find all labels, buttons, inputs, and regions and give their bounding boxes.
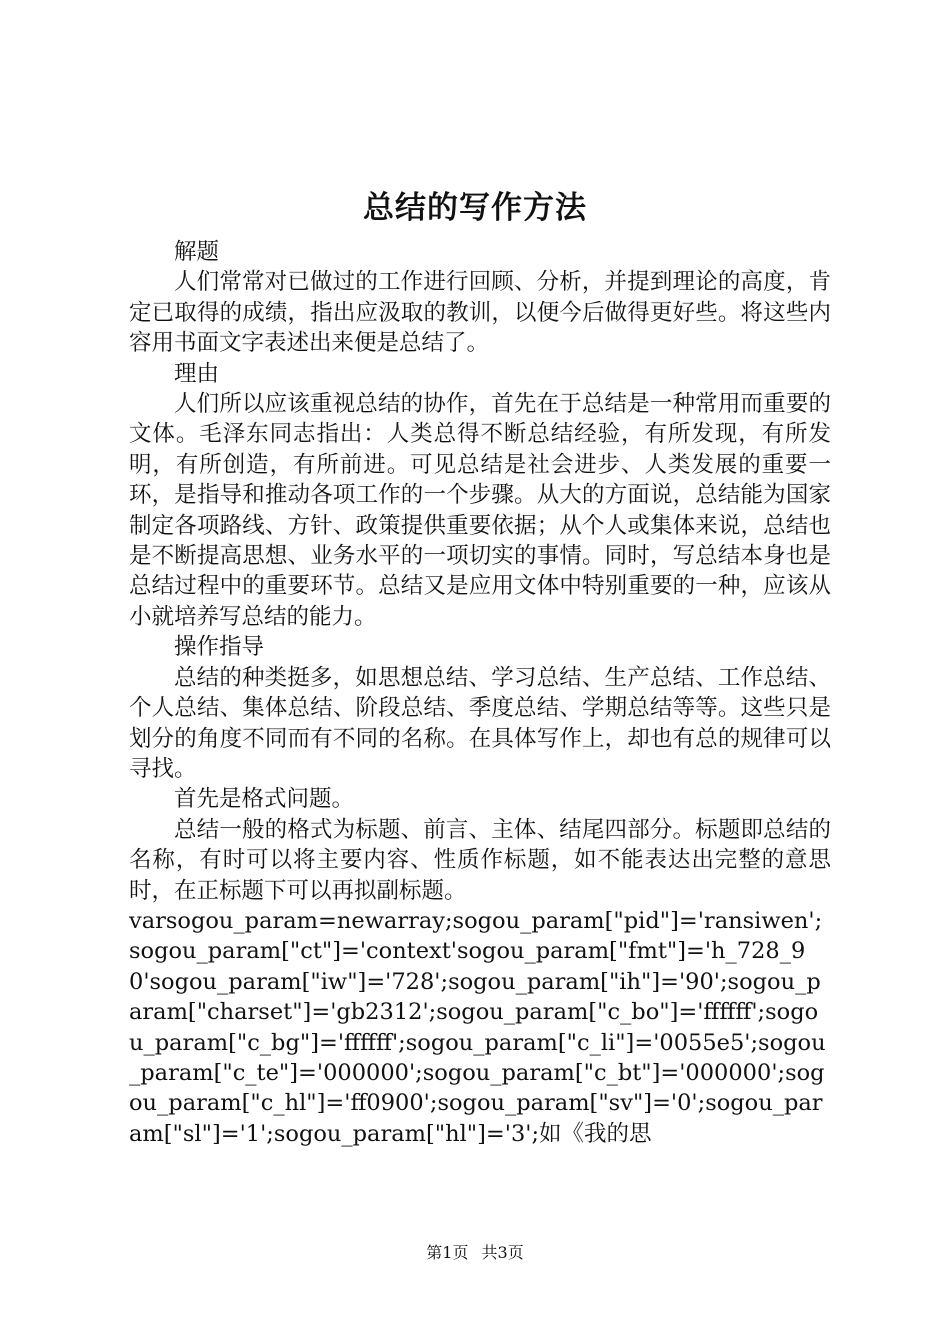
document-title: 总结的写作方法 xyxy=(363,190,587,226)
page-number: 第1页 xyxy=(426,1243,469,1262)
page-total: 共3页 xyxy=(481,1243,524,1262)
section-heading-format: 首先是格式问题。 xyxy=(174,786,355,813)
paragraph-types: 总结的种类挺多，如思想总结、学习总结、生产总结、工作总结、个人总结、集体总结、阶段总结、季度总结、学期总结等等。这些只是划分的角度不同而有不同的名称。在具体写作上，却也有总的规律可以寻找。 xyxy=(129,664,831,782)
section-heading-guidance: 操作指导 xyxy=(174,634,265,661)
paragraph-intro: 人们常常对已做过的工作进行回顾、分析，并提到理论的高度，肯定已取得的成绩，指出应汲取的教训，以便今后做得更好些。将这些内容用书面文字表述出来便是总结了。 xyxy=(129,269,831,357)
paragraph-format: 总结一般的格式为标题、前言、主体、结尾四部分。标题即总结的名称，有时可以将主要内容、性质作标题，如不能表达出完整的意思时，在正标题下可以再拟副标题。 xyxy=(129,816,831,904)
page-footer xyxy=(0,1242,950,1264)
document-body xyxy=(129,237,831,1149)
embedded-script-text: varsogou_param=newarray;sogou_param["pid"]='ransiwen';sogou_param["ct"]='context'sogou_param["fmt"]='h_728_90'sogou_param["iw"]='728';sogou_param["ih"]='90';sogou_param["charset"]='gb2312';sogou_param["c_bo"]='ffffff';sogou_param["c_bg"]='ffffff';sogou_param["c_li"]='0055e5';sogou_param["c_te"]='000000';sogou_param["c_bt"]='000000';sogou_param["c_hl"]='ff0900';sogou_param["sv"]='0';sogou_param["sl"]='1';sogou_param["hl"]='3';如《我的思 xyxy=(129,907,826,1147)
paragraph-reason: 人们所以应该重视总结的协作，首先在于总结是一种常用而重要的文体。毛泽东同志指出：人类总得不断总结经验，有所发现，有所发明，有所创造，有所前进。可见总结是社会进步、人类发展的重要一环，是指导和推动各项工作的一个步骤。从大的方面说，总结能为国家制定各项路线、方针、政策提供重要依据；从个人或集体来说，总结也是不断提高思想、业务水平的一项切实的事情。同时，写总结本身也是总结过程中的重要环节。总结又是应用文体中特别重要的一种，应该从小就培养写总结的能力。 xyxy=(129,391,831,630)
section-heading-liyou: 理由 xyxy=(174,360,220,387)
section-heading-jieti: 解题 xyxy=(174,239,220,265)
